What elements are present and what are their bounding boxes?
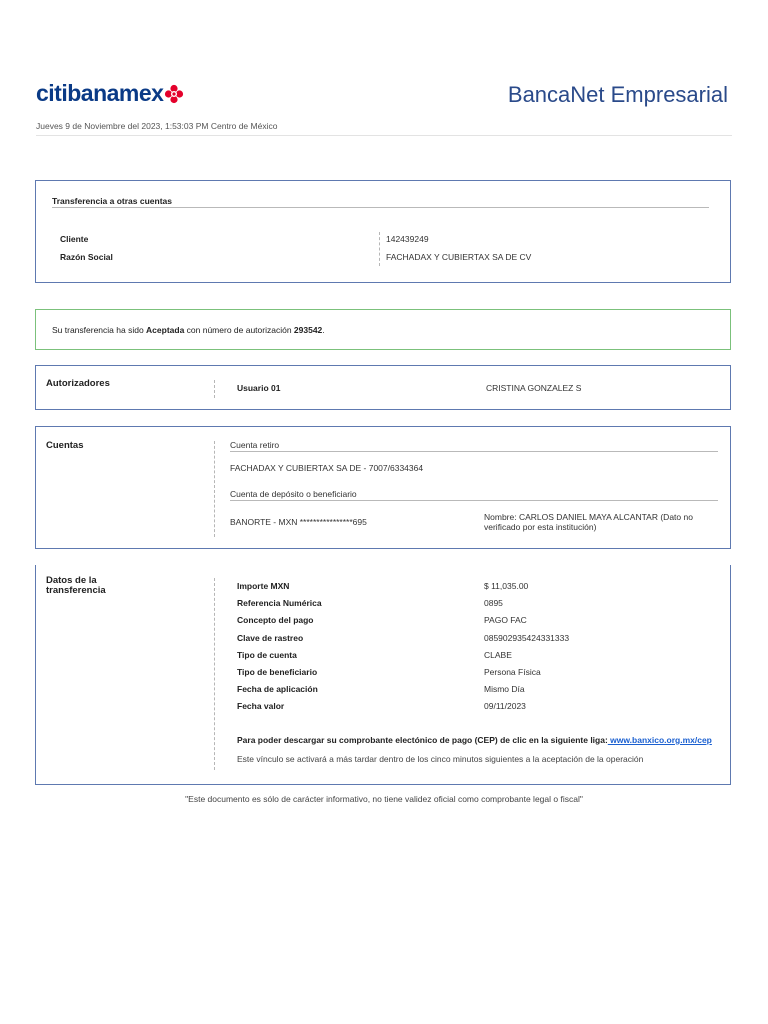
datos-row-value: 085902935424331333 [484,632,570,643]
datos-row-value: PAGO FAC [484,615,527,626]
datos-title-line1: Datos de la [46,575,97,586]
citibanamex-logo [36,80,184,107]
cuentas-box [35,426,731,549]
datos-row-label: Concepto del pago [237,615,314,626]
datos-row-value: 09/11/2023 [484,701,526,712]
cep-note: Este vínculo se activará a más tardar dentro de los cinco minutos siguientes a la aceptación de la operación [237,754,644,764]
datos-row-value: $ 11,035.00 [484,581,529,591]
cuenta-retiro-label: Cuenta retiro [230,440,280,450]
cuenta-deposito-underline [230,500,718,501]
transfer-title: Transferencia a otras cuentas [52,196,173,206]
datos-row-label: Referencia Numérica [237,598,322,609]
client-value: 142439249 [386,234,429,244]
razon-social-label: Razón Social [60,252,113,262]
beneficiario-note: Nombre: CARLOS DANIEL MAYA ALCANTAR (Dato no verificado por esta institución) [484,512,693,532]
datos-row-label: Fecha de aplicación [237,684,318,695]
cuenta-deposito-value: BANORTE - MXN ****************695 [230,517,367,527]
datos-row-value: Mismo Día [484,684,525,695]
status-middle: con número de autorización [184,325,294,335]
header-divider [36,135,732,136]
user-value: CRISTINA GONZALEZ S [486,383,582,393]
razon-social-value: FACHADAX Y CUBIERTAX SA DE CV [386,252,532,262]
client-label: Cliente [60,234,89,244]
transfer-divider [379,232,380,266]
cuenta-retiro-underline [230,451,718,452]
datos-box [35,565,731,785]
cep-text: Para poder descargar su comprobante electónico de pago (CEP) de clic en la siguiente liga: [237,735,608,745]
datos-row-value: 0895 [484,598,503,609]
banamex-flower-icon [164,84,184,104]
cuentas-title: Cuentas [46,440,84,451]
autorizadores-box [35,365,731,410]
disclaimer: "Este documento es sólo de carácter informativo, no tiene validez oficial como comprobante legal o fiscal" [185,794,583,804]
user-label: Usuario 01 [237,383,281,393]
transfer-title-underline [52,207,709,208]
datos-row-label: Tipo de cuenta [237,649,297,660]
transfer-box [35,180,731,283]
datetime-text: Jueves 9 de Noviembre del 2023, 1:53:03 PM Centro de México [36,121,278,131]
cuenta-retiro-value: FACHADAX Y CUBIERTAX SA DE - 7007/6334364 [230,463,424,473]
cep-instruction [237,735,712,745]
datos-divider [214,578,215,770]
brand-empresarial: Empresarial [604,82,728,107]
status-message [52,325,325,335]
autorizadores-title: Autorizadores [46,378,110,389]
datos-row-label: Tipo de beneficiario [237,667,318,677]
datos-title-line2: transferencia [46,585,106,596]
logo-citi-text: citi [36,80,68,106]
autorizadores-divider [214,380,215,398]
cuenta-deposito-label: Cuenta de depósito o beneficiario [230,489,357,499]
cuentas-divider [214,441,215,537]
logo-banamex-text: banamex [67,80,164,106]
bancanet-empresarial-brand [508,82,728,108]
authorization-number: 293542 [293,325,323,335]
datos-row-label: Importe MXN [237,581,290,591]
status-prefix: Su transferencia ha sido [52,325,147,335]
datos-row-label: Clave de rastreo [237,632,304,643]
datos-row-value: CLABE [484,649,512,660]
datos-row-label: Fecha valor [237,701,285,712]
datos-row-value: Persona Física [484,667,541,677]
status-suffix: . [322,325,325,335]
status-box [35,309,731,350]
brand-bancanet: BancaNet [507,82,605,107]
datos-title [46,576,106,596]
status-state: Aceptada [146,325,185,335]
banxico-cep-link[interactable]: www.banxico.org.mx/cep [607,735,712,745]
